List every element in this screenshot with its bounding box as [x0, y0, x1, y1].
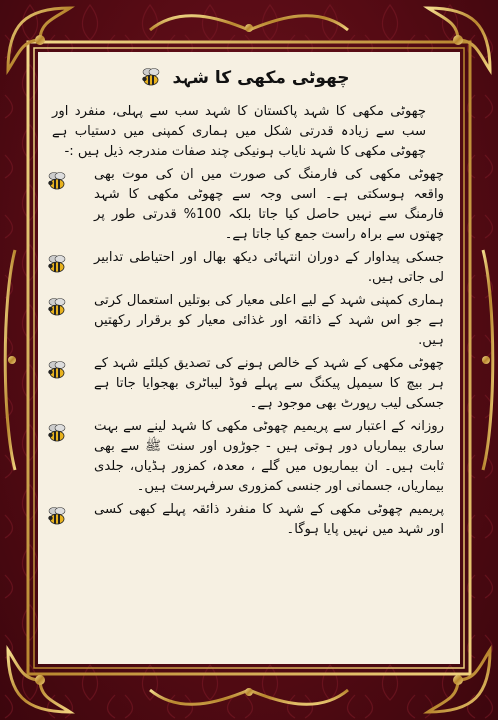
bee-icon: [46, 297, 68, 317]
list-item-text: روزانہ کے اعتبار سے پریمیم چھوٹی مکھی کا شہد لینے سے بہت ساری بیماریاں دور ہوتی ہیں - جوڑوں اور سنت ﷺ سے بھی ثابت ہیں۔ ان بیماریوں میں گلے ، معدہ، کمزور ہڈیاں، جلدی بیماریاں، جسمانی اور جنسی کمزوری سرفہرست ہیں۔: [94, 419, 444, 494]
bee-icon: [46, 360, 68, 380]
bee-icon: [46, 254, 68, 274]
bee-icon: [46, 506, 68, 526]
list-item: [46, 165, 444, 245]
list-item-text: پریمیم چھوٹی مکھی کے شہد کا منفرد ذائقہ پہلے کبھی کسی اور شہد میں نہیں پایا ہوگا۔: [94, 502, 444, 537]
list-item: [46, 354, 444, 414]
list-item-text: چھوٹی مکھی کے شہد کے خالص ہونے کی تصدیق کیلئے شہد کے ہر بیچ کا سیمپل پیکنگ سے پہلے فوڈ لیباٹری بھجوایا جاتا ہے جسکی لیب رپورٹ بھی موجود ہے۔: [94, 356, 444, 411]
list-item: [46, 291, 444, 351]
list-item-text: جسکی پیداوار کے دوران انتہائی دیکھ بھال اور احتیاطی تدابیر لی جاتی ہیں.: [94, 250, 444, 285]
list-item: [46, 248, 444, 288]
bee-icon: [140, 67, 162, 87]
list-item-text: ہماری کمپنی شہد کے لیے اعلی معیار کی بوتلیں استعمال کرتی ہے جو اس شہد کے ذائقہ اور غذائی معیار کو برقرار رکھتیں ہیں.: [94, 293, 444, 348]
title-row: [46, 62, 444, 92]
benefits-list: [46, 165, 444, 540]
content-area: [46, 60, 444, 656]
list-item: [46, 500, 444, 540]
intro-paragraph: چھوٹی مکھی کا شہد پاکستان کا شہد سب سے پہلی، منفرد اور سب سے زیادہ قدرتی شکل میں ہماری کمپنی میں دستیاب ہے چھوٹی مکھی کا شہد نایاب ہونیکی چند صفات مندرجہ ذیل ہیں :-: [52, 104, 426, 159]
list-item-text: چھوٹی مکھی کی فارمنگ کی صورت میں ان کی موت بھی واقعہ ہوسکتی ہے۔ اسی وجہ سے چھوٹی مکھی کا شہد فارمنگ سے نہیں حاصل کیا جاتا بلکہ 100% قدرتی طور پر چھتوں سے براہ راست جمع کیا جاتا ہے۔: [94, 167, 444, 242]
page-title: چھوٹی مکھی کا شہد: [172, 67, 350, 88]
list-item: [46, 417, 444, 497]
bee-icon: [46, 423, 68, 443]
bee-icon: [46, 171, 68, 191]
